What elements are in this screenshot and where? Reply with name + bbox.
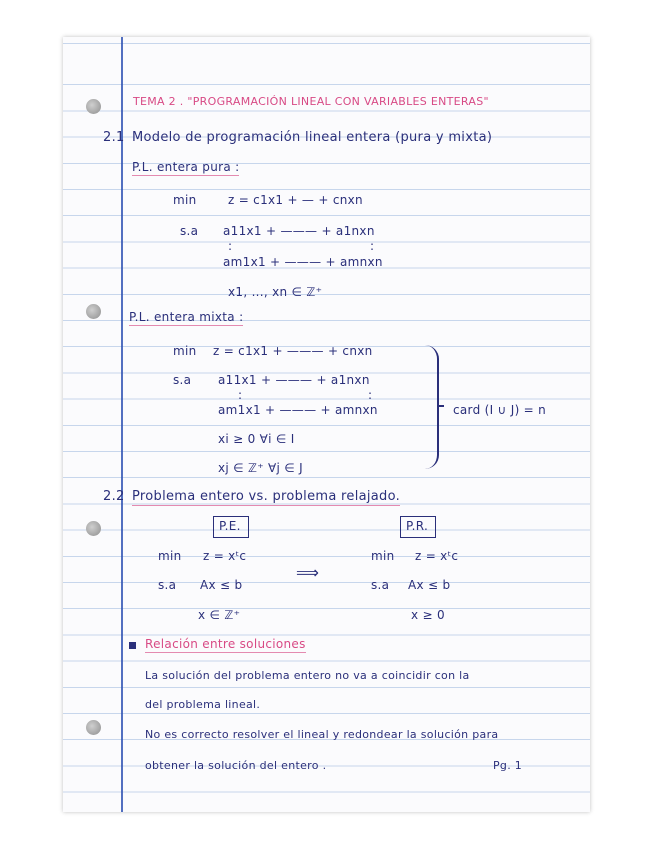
pure-heading: P.L. entera pura : — [132, 160, 240, 174]
mixed-heading: P.L. entera mixta : — [129, 310, 244, 324]
cardinality-note: card (I ∪ J) = n — [453, 403, 547, 417]
relation-heading: Relación entre soluciones — [145, 637, 306, 651]
pr-constraint: Ax ≤ b — [408, 578, 451, 592]
section-number: 2.1 — [103, 130, 125, 145]
pure-st-keyword: s.a — [180, 224, 199, 238]
pr-objective-keyword: min — [371, 549, 395, 563]
mixed-objective-keyword: min — [173, 344, 197, 358]
pure-dots: : — [370, 239, 375, 253]
page-title: TEMA 2 . "PROGRAMACIÓN LINEAL CON VARIABLES ENTERAS" — [133, 95, 489, 108]
mixed-objective: z = c1x1 + ——— + cnxn — [213, 344, 373, 358]
section-number: 2.2 — [103, 489, 125, 504]
mixed-dots: : — [368, 388, 373, 402]
pr-label: P.R. — [406, 519, 429, 533]
pe-domain: x ∈ ℤ⁺ — [198, 608, 241, 622]
mixed-constraint-1: a11x1 + ——— + a1nxn — [218, 373, 370, 387]
page-number: Pg. 1 — [493, 759, 523, 772]
implies-arrow: ⟹ — [296, 563, 320, 582]
margin-line — [121, 37, 123, 812]
pure-constraint-1: a11x1 + ——— + a1nxn — [223, 224, 375, 238]
pe-label: P.E. — [219, 519, 241, 533]
section-title: Problema entero vs. problema relajado. — [132, 489, 401, 504]
bullet-square — [129, 642, 136, 649]
pr-domain: x ≥ 0 — [411, 608, 445, 622]
mixed-constraint-m: am1x1 + ——— + amnxn — [218, 403, 378, 417]
pe-st-keyword: s.a — [158, 578, 177, 592]
pr-objective: z = xᵗc — [415, 549, 459, 563]
curly-brace — [425, 345, 439, 469]
relation-text-line: obtener la solución del entero . — [145, 759, 327, 772]
pure-dots: : — [228, 239, 233, 253]
pure-constraint-m: am1x1 + ——— + amnxn — [223, 255, 383, 269]
binder-hole — [86, 720, 101, 735]
mixed-continuous-domain: xi ≥ 0 ∀i ∈ I — [218, 432, 295, 446]
pure-domain: x1, ..., xn ∈ ℤ⁺ — [228, 285, 323, 299]
pe-objective-keyword: min — [158, 549, 182, 563]
pe-constraint: Ax ≤ b — [200, 578, 243, 592]
pr-st-keyword: s.a — [371, 578, 390, 592]
mixed-integer-domain: xj ∈ ℤ⁺ ∀j ∈ J — [218, 461, 303, 475]
pe-objective: z = xᵗc — [203, 549, 247, 563]
relation-text-line: No es correcto resolver el lineal y redondear la solución para — [145, 728, 499, 741]
mixed-dots: : — [238, 388, 243, 402]
pure-objective-keyword: min — [173, 193, 197, 207]
binder-hole — [86, 99, 101, 114]
notebook-page — [63, 37, 590, 812]
relation-text-line: del problema lineal. — [145, 698, 261, 711]
binder-hole — [86, 304, 101, 319]
pure-objective: z = c1x1 + — + cnxn — [228, 193, 363, 207]
binder-hole — [86, 521, 101, 536]
section-title: Modelo de programación lineal entera (pura y mixta) — [132, 130, 493, 145]
mixed-st-keyword: s.a — [173, 373, 192, 387]
relation-text-line: La solución del problema entero no va a coincidir con la — [145, 669, 470, 682]
